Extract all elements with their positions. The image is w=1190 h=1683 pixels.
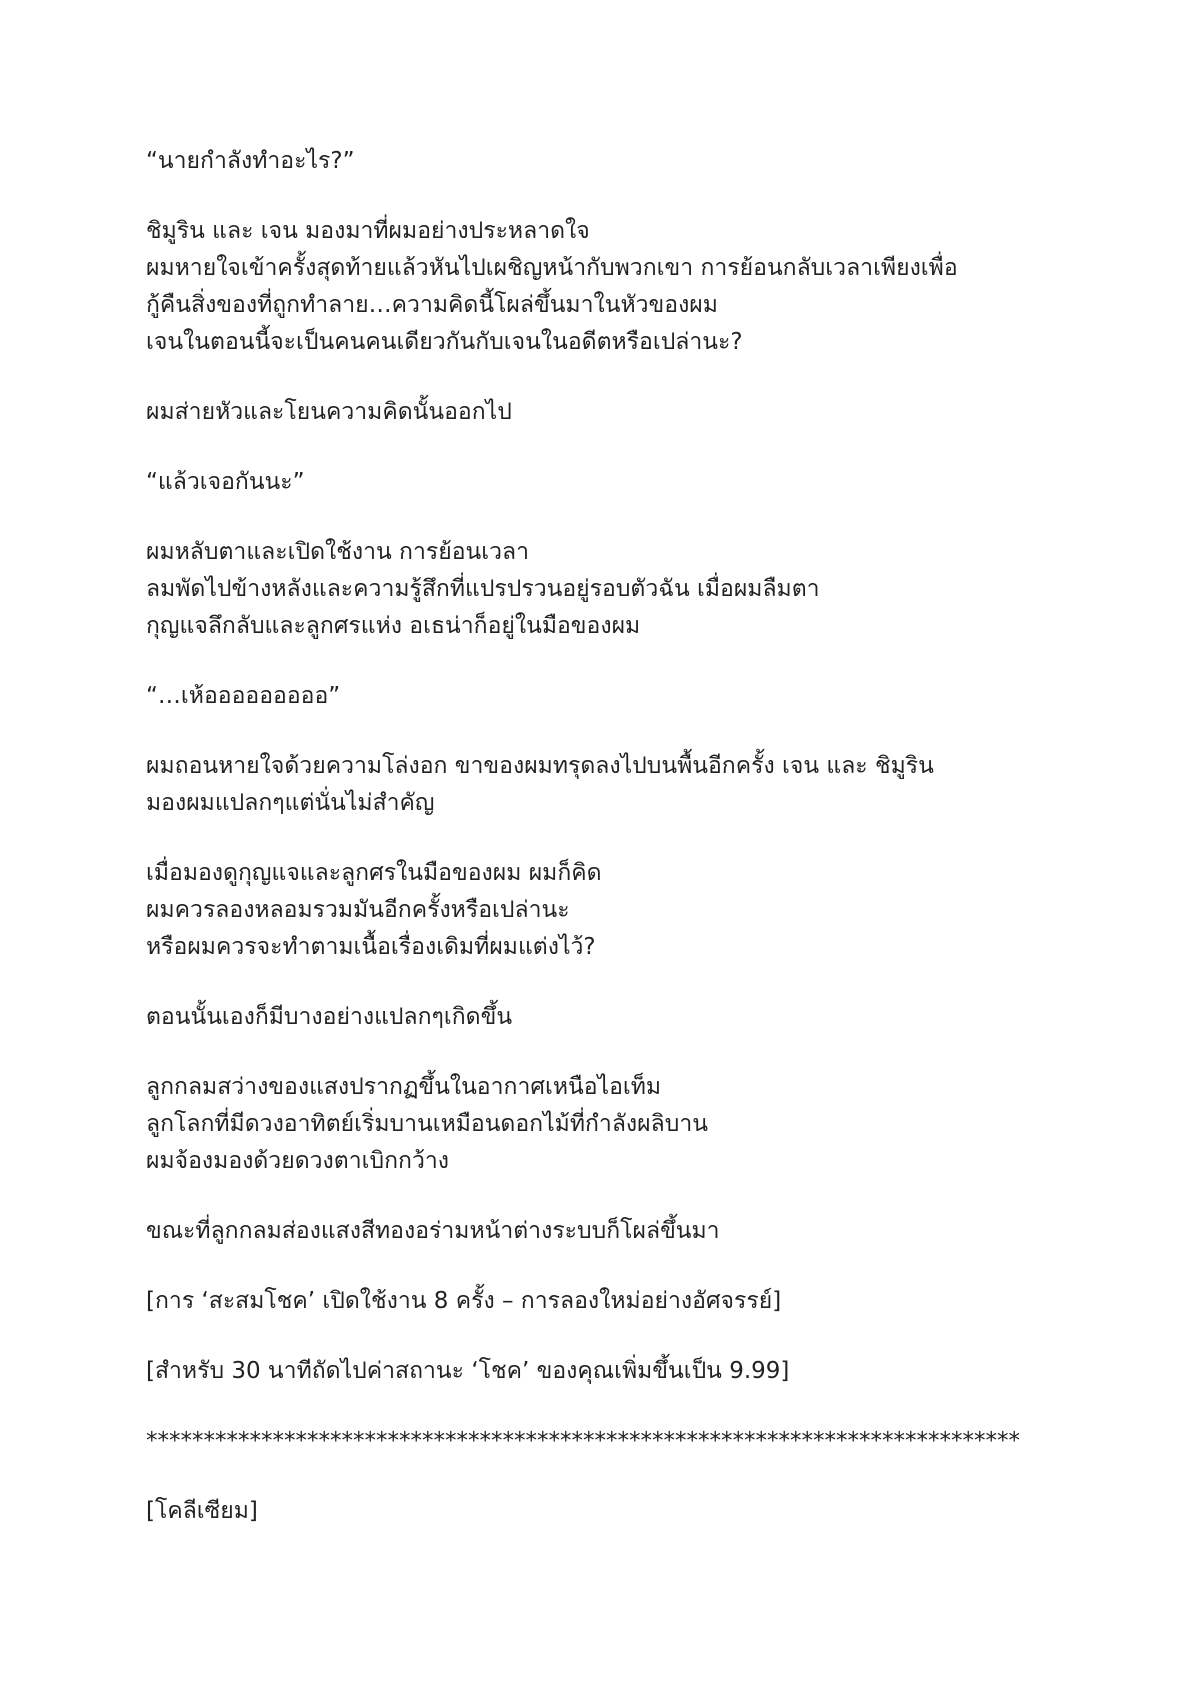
paragraph bbox=[146, 678, 1056, 715]
system-message bbox=[146, 1283, 1056, 1320]
document-body bbox=[146, 143, 1056, 1563]
paragraph bbox=[146, 213, 1056, 361]
section-divider bbox=[146, 1423, 1056, 1460]
text-line: [โคลีเซียม] bbox=[146, 1498, 258, 1524]
paragraph bbox=[146, 464, 1056, 501]
text-line: “นายกำลังทำอะไร?” bbox=[146, 148, 355, 174]
paragraph bbox=[146, 143, 1056, 180]
text-line: ลูกโลกที่มีดวงอาทิตย์เริ่มบานเหมือนดอกไม้ที่กำลังผลิบาน bbox=[146, 1111, 708, 1137]
text-line: ผมควรลองหลอมรวมมันอีกครั้งหรือเปล่านะ bbox=[146, 897, 570, 923]
text-line: เมื่อมองดูกุญแจและลูกศรในมือของผม ผมก็คิด bbox=[146, 860, 602, 886]
text-line: ลมพัดไปข้างหลังและความรู้สึกที่แปรปรวนอยู่รอบตัวฉัน เมื่อผมลืมตา bbox=[146, 576, 820, 602]
paragraph bbox=[146, 748, 1056, 822]
text-line: หรือผมควรจะทำตามเนื้อเรื่องเดิมที่ผมแต่งไว้? bbox=[146, 934, 596, 960]
text-line: ตอนนั้นเองก็มีบางอย่างแปลกๆเกิดขึ้น bbox=[146, 1004, 513, 1030]
text-line: ผมถอนหายใจด้วยความโล่งอก ขาของผมทรุดลงไปบนพื้นอีกครั้ง เจน และ ชิมูริน bbox=[146, 753, 934, 779]
paragraph bbox=[146, 1213, 1056, 1250]
text-line: ชิมูริน และ เจน มองมาที่ผมอย่างประหลาดใจ bbox=[146, 218, 590, 244]
text-line: “แล้วเจอกันนะ” bbox=[146, 469, 305, 495]
text-line: [การ ‘สะสมโชค’ เปิดใช้งาน 8 ครั้ง – การลองใหม่อย่างอัศจรรย์] bbox=[146, 1288, 782, 1314]
text-line: ผมหลับตาและเปิดใช้งาน การย้อนเวลา bbox=[146, 539, 530, 565]
text-line: ขณะที่ลูกกลมส่องแสงสีทองอร่ามหน้าต่างระบบก็โผล่ขึ้นมา bbox=[146, 1218, 720, 1244]
text-line: [สำหรับ 30 นาทีถัดไปค่าสถานะ ‘โชค’ ของคุณเพิ่มขึ้นเป็น 9.99] bbox=[146, 1358, 790, 1384]
text-line: เจนในตอนนี้จะเป็นคนคนเดียวกันกับเจนในอดีตหรือเปล่านะ? bbox=[146, 329, 743, 355]
paragraph bbox=[146, 394, 1056, 431]
paragraph bbox=[146, 855, 1056, 966]
paragraph bbox=[146, 999, 1056, 1036]
text-line: “…เห้อออออออออ” bbox=[146, 683, 341, 709]
paragraph bbox=[146, 1069, 1056, 1180]
system-message bbox=[146, 1353, 1056, 1390]
paragraph bbox=[146, 534, 1056, 645]
text-line: ลูกกลมสว่างของแสงปรากฏขึ้นในอากาศเหนือไอเท็ม bbox=[146, 1074, 662, 1100]
text-line: ผมส่ายหัวและโยนความคิดนั้นออกไป bbox=[146, 399, 512, 425]
section-heading bbox=[146, 1493, 1056, 1530]
text-line: กู้คืนสิ่งของที่ถูกทำลาย…ความคิดนี้โผล่ขึ้นมาในหัวของผม bbox=[146, 292, 718, 318]
text-line: ผมหายใจเข้าครั้งสุดท้ายแล้วหันไปเผชิญหน้ากับพวกเขา การย้อนกลับเวลาเพียงเพื่อ bbox=[146, 255, 958, 281]
text-line: กุญแจลึกลับและลูกศรแห่ง อเธน่าก็อยู่ในมือของผม bbox=[146, 613, 641, 639]
divider-line: **************************************************************************** bbox=[146, 1428, 1020, 1454]
text-line: ผมจ้องมองด้วยดวงตาเบิกกว้าง bbox=[146, 1148, 449, 1174]
text-line: มองผมแปลกๆแต่นั่นไม่สำคัญ bbox=[146, 790, 435, 816]
